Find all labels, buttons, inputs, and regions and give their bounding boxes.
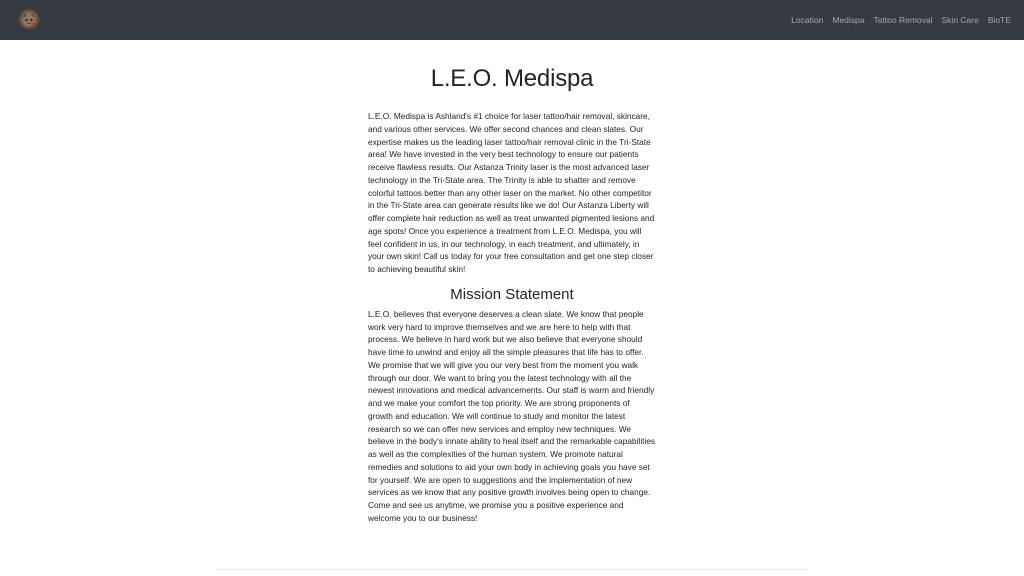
- top-navbar: [0, 0, 1024, 40]
- footer-divider: [216, 569, 808, 570]
- medispa-logo-icon[interactable]: [18, 9, 40, 31]
- nav-link-biote[interactable]: BioTE: [987, 15, 1011, 25]
- main-content: [368, 60, 656, 525]
- nav-links: [791, 0, 1011, 40]
- mission-statement-paragraph: L.E.O. believes that everyone deserves a clean slate. We know that people work very hard to improve themselves and we are here to help with that process. We believe in hard work but we also believe that everyone should have time to unwind and enjoy all the simple pleasures that life has to offer. We promise that we will give you our very best from the moment you walk through our door. We want to bring you the latest technology with all the newest innovations and medical advancements. Our staff is warm and friendly and we make your comfort the top priority. We are strong proponents of growth and education. We will continue to study and monitor the latest research so we can offer new services and employ new techniques. We believe in the body's innate ability to heal itself and the remarkable capabilities as well as the complexities of the human system. We promote natural remedies and solutions to aid your own body in achieving goals you have set for yourself. We are open to suggestions and the implementation of new services as we know that any positive growth involves being open to change. Come and see us anytime, we promise you a positive experience and welcome you to our business!: [368, 308, 656, 523]
- nav-link-tattoo-removal[interactable]: Tattoo Removal: [873, 15, 933, 25]
- mission-statement-heading: Mission Statement: [450, 285, 574, 303]
- page-title: L.E.O. Medispa: [430, 65, 594, 92]
- nav-link-medispa[interactable]: Medispa: [832, 15, 865, 25]
- intro-paragraph: L.E.O. Medispa is Ashland's #1 choice for laser tattoo/hair removal, skincare, and various other services. We offer second chances and clean slates. Our expertise makes us the leading laser tattoo/hair removal clinic in the Tri-State area! We have invested in the very best technology to ensure our patients receive flawless results. Our Astanza Trinity laser is the most advanced laser technology in the Tri-State area. The Trinity is able to shatter and remove colorful tattoos better than any other laser on the market. No other competitor in the Tri-State area can generate results like we do! Our Astanza Liberty will offer complete hair reduction as well as treat unwanted pigmented lesions and age spots! Once you experience a treatment from L.E.O. Medispa, you will feel confident in us, in our technology, in each treatment, and ultimately, in your own skin! Call us today for your free consultation and get one step closer to achieving beautiful skin!: [368, 111, 655, 274]
- nav-link-skin-care[interactable]: Skin Care: [941, 15, 979, 25]
- nav-link-location[interactable]: Location: [791, 15, 824, 25]
